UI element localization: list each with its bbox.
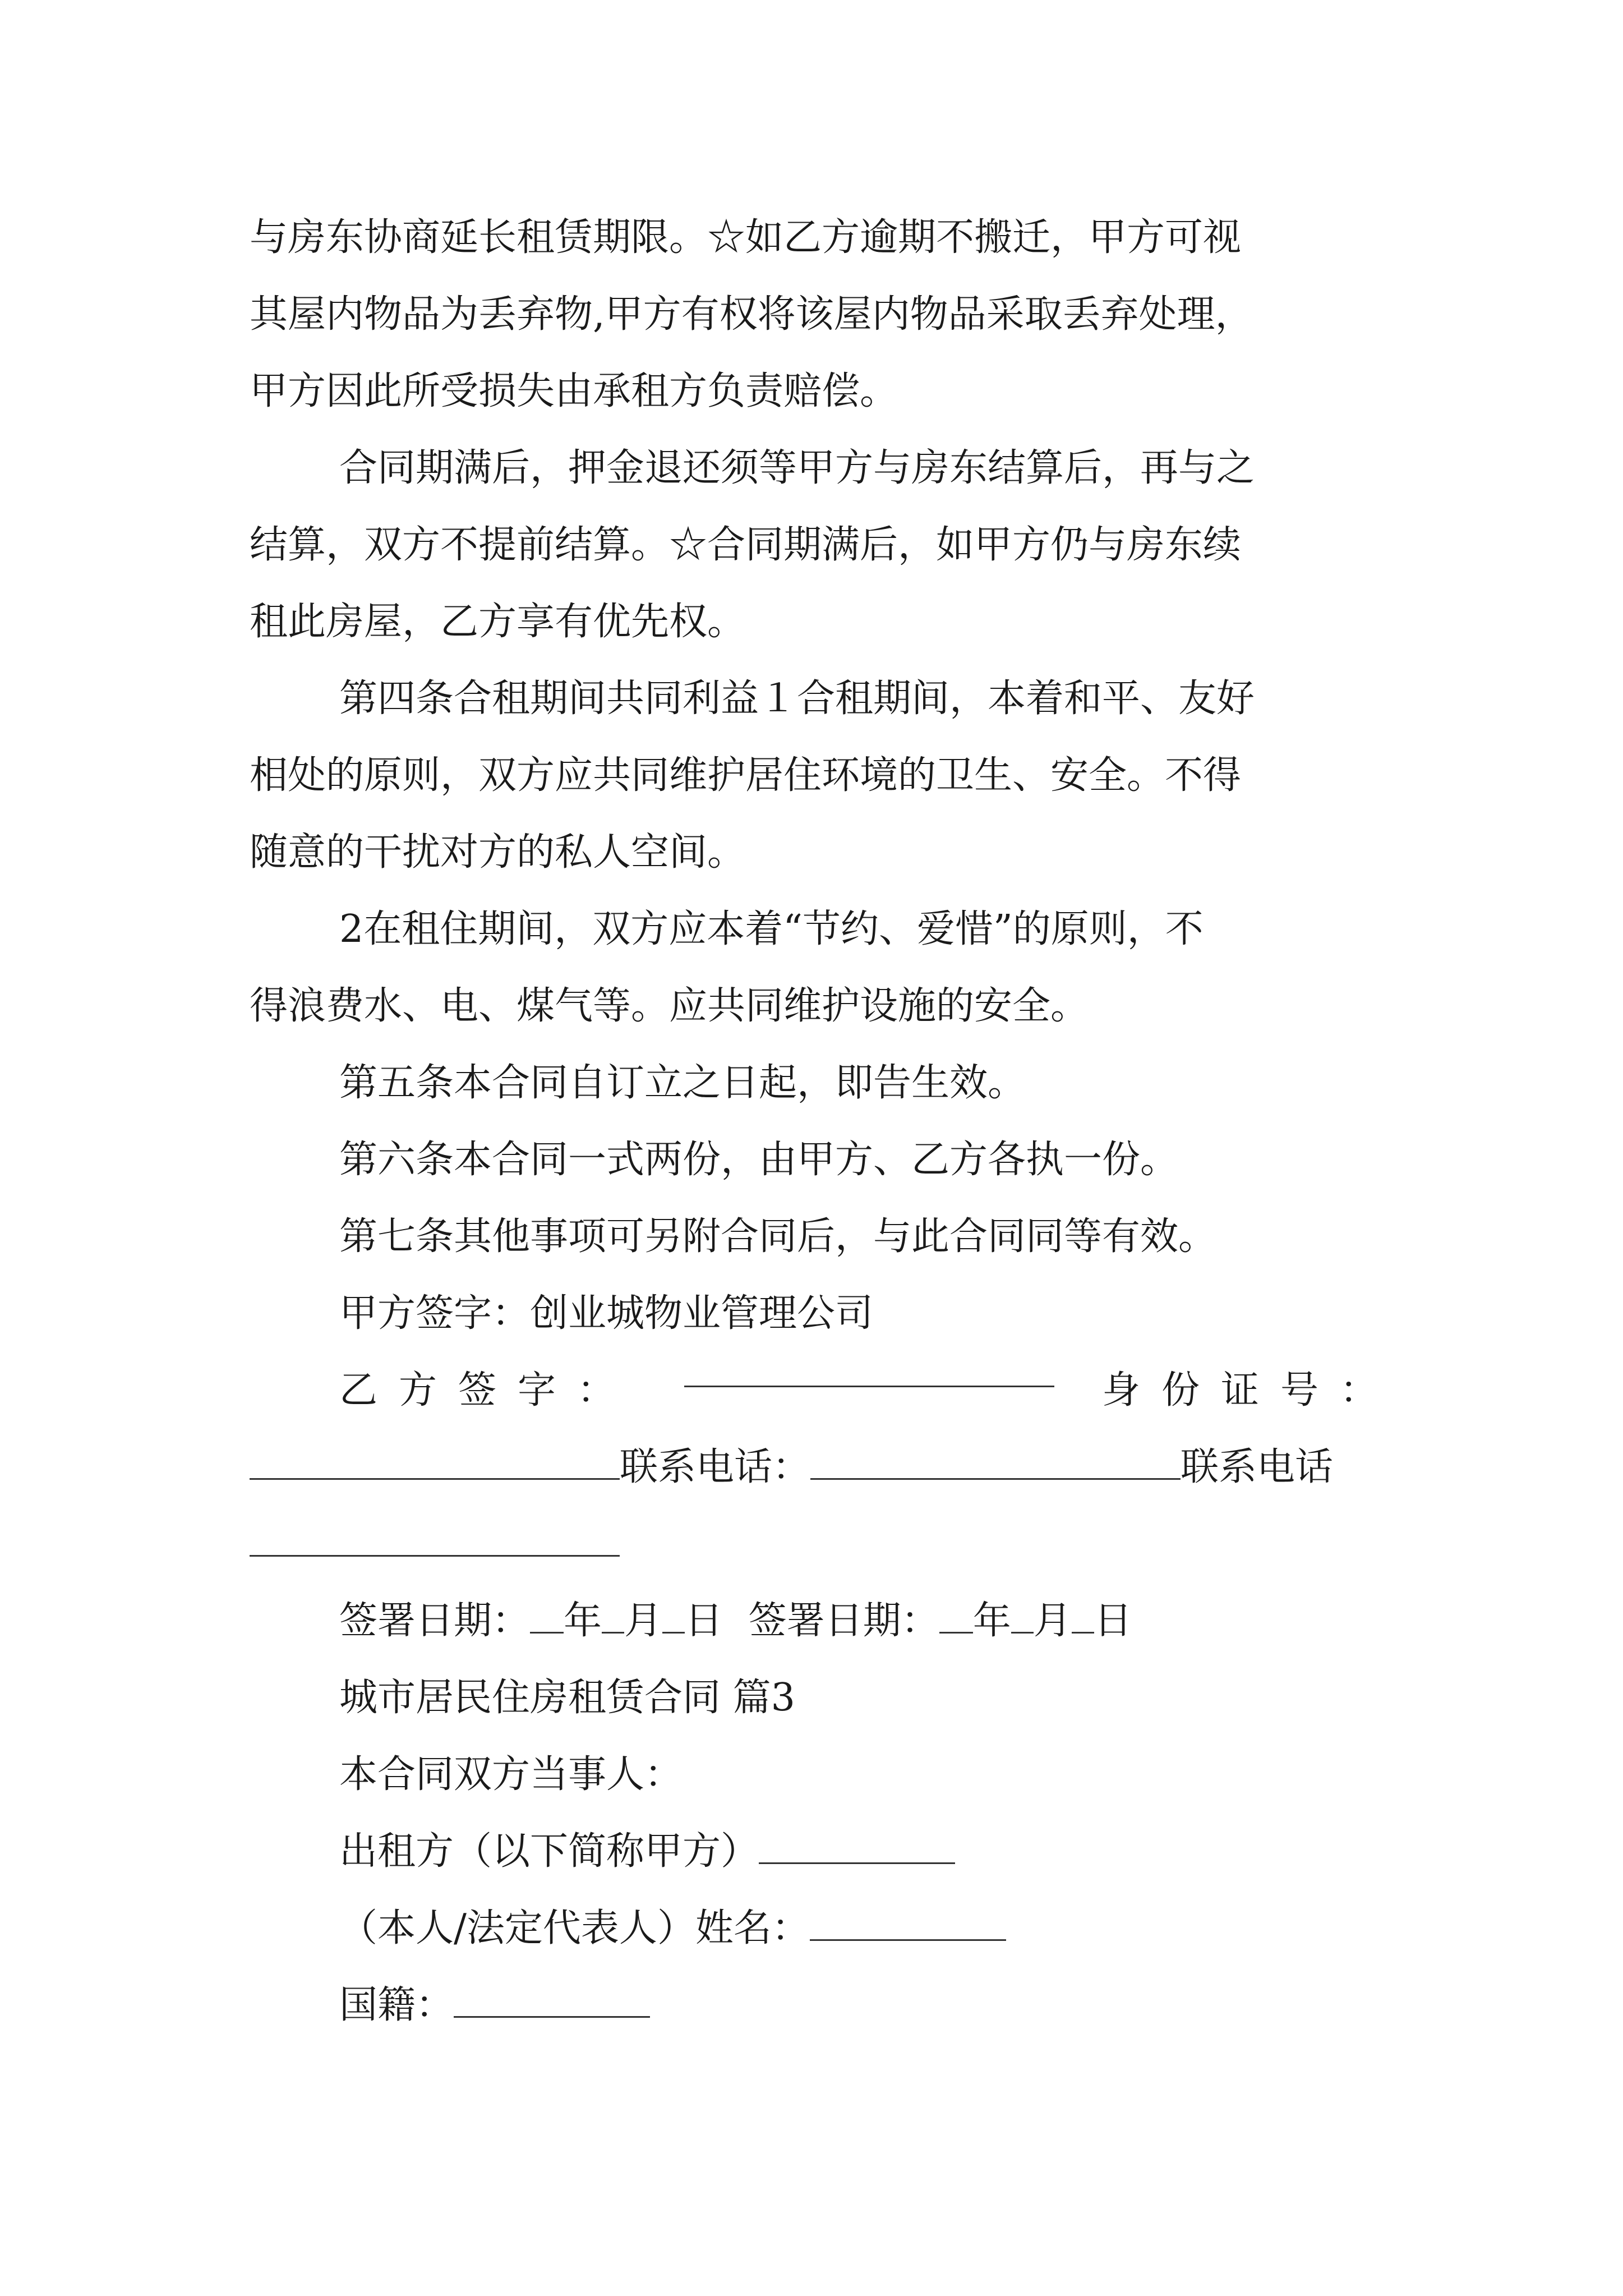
- phone-label-2: 联系电话: [1181, 1445, 1334, 1489]
- paragraph-article-5: [250, 1045, 1399, 1121]
- year-label-2: 年: [972, 1599, 1011, 1643]
- text-line: 合同期满后，押金退还须等甲方与房东结算后，再与之: [339, 446, 1255, 490]
- section-title: 城市居民住房租赁合同 篇3: [339, 1676, 795, 1720]
- nationality-row: [250, 1967, 1399, 2044]
- id-phone-row: [250, 1429, 1399, 1506]
- text-line: 第五条本合同自订立之日起，即告生效。: [339, 1061, 1026, 1105]
- phone-blank[interactable]: [810, 1444, 1181, 1480]
- paragraph-deposit: [250, 430, 1399, 660]
- paragraph-article-4: [250, 660, 1399, 891]
- text-line: 相处的原则，双方应共同维护居住环境的卫生、安全。不得: [250, 753, 1242, 798]
- text-line: 第四条合租期间共同利益１合租期间，本着和平、友好: [339, 677, 1255, 721]
- lessor-row: [250, 1813, 1399, 1890]
- date-label: 签署日期：: [339, 1599, 531, 1643]
- paragraph-lease-extension: [250, 199, 1399, 430]
- text-line: 甲方因此所受损失由承租方负责赔偿。: [250, 369, 898, 413]
- lessor-blank[interactable]: [759, 1829, 955, 1864]
- representative-row: [250, 1890, 1399, 1967]
- day-blank[interactable]: [662, 1598, 685, 1634]
- nationality-blank[interactable]: [454, 1982, 650, 2018]
- month-label-2: 月: [1033, 1599, 1072, 1643]
- year-blank[interactable]: [530, 1598, 564, 1634]
- party-b-signature-row: [250, 1352, 1399, 1429]
- nationality-label: 国籍：: [339, 1983, 454, 2027]
- text-line: 与房东协商延长租赁期限。☆如乙方逾期不搬迁，甲方可视: [250, 215, 1242, 260]
- contract-body: [250, 199, 1399, 2044]
- party-a-signature: [250, 1275, 1399, 1352]
- text-line: 结算，双方不提前结算。☆合同期满后，如甲方仍与房东续: [250, 523, 1242, 567]
- month-blank[interactable]: [602, 1598, 624, 1634]
- text-line: 甲方签字：创业城物业管理公司: [339, 1291, 874, 1336]
- representative-name-blank[interactable]: [810, 1906, 1006, 1941]
- text-line: 第六条本合同一式两份，由甲方、乙方各执一份。: [339, 1138, 1179, 1182]
- parties-intro: 本合同双方当事人：: [339, 1752, 683, 1797]
- date-label-2: 签署日期：: [748, 1599, 939, 1643]
- phone-label: 联系电话：: [620, 1445, 811, 1489]
- text-line: 其屋内物品为丢弃物,甲方有权将该屋内物品采取丢弃处理，: [250, 292, 1253, 337]
- paragraph-article-6: [250, 1121, 1399, 1198]
- year-blank-2[interactable]: [939, 1598, 973, 1634]
- month-label: 月: [624, 1599, 663, 1643]
- year-label: 年: [564, 1599, 602, 1643]
- text-line: 2在租住期间，双方应本着“节约、爱惜”的原则，不: [339, 907, 1204, 951]
- id-number-label: 身份证号：: [1101, 1368, 1399, 1412]
- day-label: 日: [685, 1599, 723, 1643]
- text-line: 得浪费水、电、煤气等。应共同维护设施的安全。: [250, 984, 1089, 1028]
- paragraph-article-7: [250, 1198, 1399, 1275]
- party-b-sign-blank[interactable]: [684, 1352, 1054, 1387]
- paragraph-article-4-item-2: [250, 891, 1399, 1045]
- day-label-2: 日: [1094, 1599, 1132, 1643]
- text-line: 随意的干扰对方的私人空间。: [250, 830, 746, 875]
- phone-2-blank[interactable]: [250, 1521, 620, 1557]
- representative-name-label: （本人/法定代表人）姓名：: [339, 1906, 810, 1950]
- day-blank-2[interactable]: [1072, 1598, 1094, 1634]
- phone-2-row: [250, 1506, 1399, 1582]
- month-blank-2[interactable]: [1011, 1598, 1034, 1634]
- lessor-label: 出租方（以下简称甲方）: [339, 1829, 759, 1874]
- text-line: 第七条其他事项可另附合同后，与此合同同等有效。: [339, 1214, 1217, 1259]
- text-line: 租此房屋，乙方享有优先权。: [250, 600, 746, 644]
- signing-date-row: [250, 1582, 1399, 1659]
- party-b-sign-label: 乙方签字：: [339, 1368, 637, 1412]
- id-number-blank[interactable]: [250, 1444, 620, 1480]
